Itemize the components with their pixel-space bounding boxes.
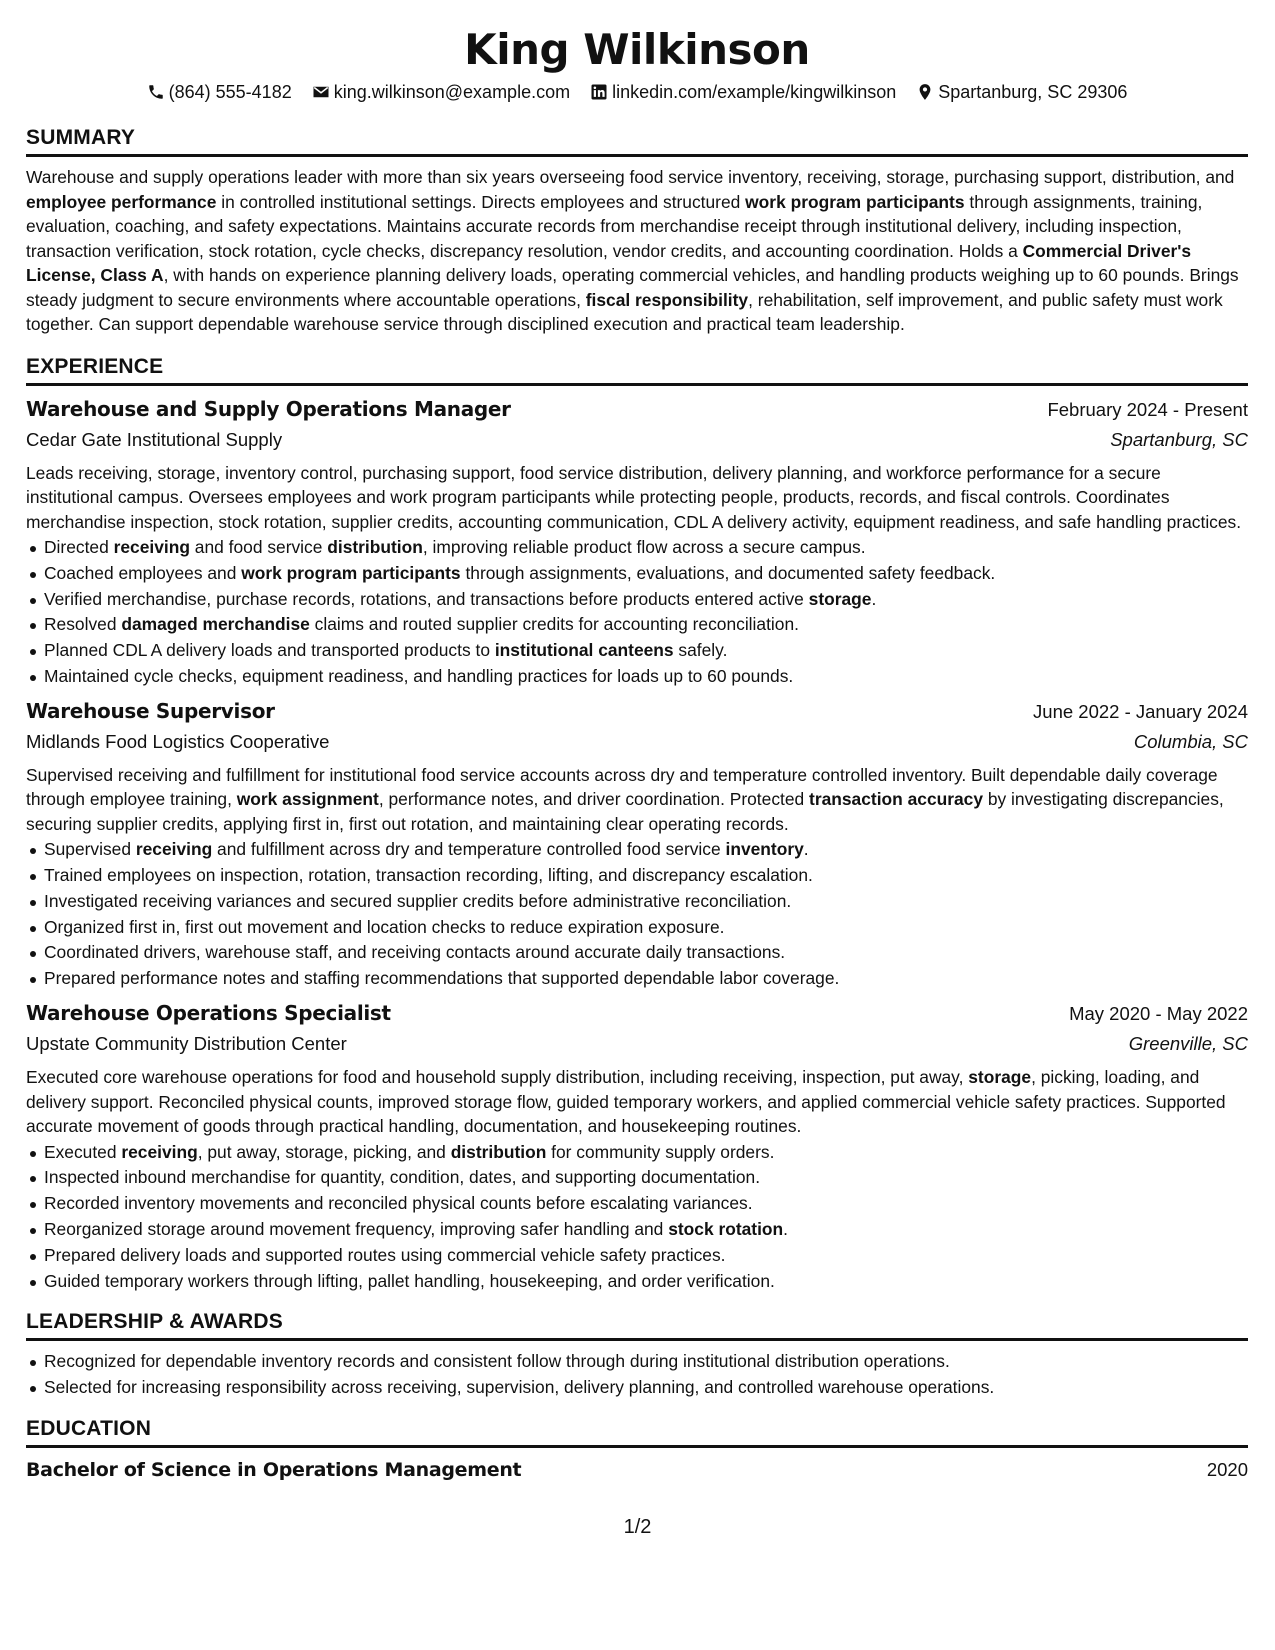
- contact-location: [916, 80, 1127, 104]
- contact-email: [312, 80, 570, 104]
- contact-linkedin: [590, 80, 896, 104]
- text-run: Supervised: [44, 839, 136, 860]
- job-dates: May 2020 - May 2022: [1069, 1003, 1248, 1025]
- text-run: Prepared delivery loads and supported routes using commercial vehicle safety practices.: [44, 1244, 726, 1265]
- resume-header: [26, 24, 1248, 104]
- bullet-item: [26, 966, 1248, 992]
- text-run: Leads receiving, storage, inventory control, purchasing support, food service distribution, delivery planning, and workforce performance for a secure institutional campus. Oversees employees and work program participants while protecting people, products, records, and fiscal controls. Coordinates merchandise inspection, stock rotation, supplier credits, accounting communication, CDL A delivery activity, equipment readiness, and safe handling practices.: [26, 462, 1242, 532]
- bullet-item: [26, 587, 1248, 613]
- job-company: Upstate Community Distribution Center: [26, 1033, 347, 1055]
- bullet-item: [26, 1191, 1248, 1217]
- text-run: Resolved: [44, 614, 122, 635]
- text-run: Planned CDL A delivery loads and transported products to: [44, 640, 495, 661]
- text-run: Coordinated drivers, warehouse staff, and receiving contacts around accurate daily transactions.: [44, 942, 786, 963]
- job-title: Warehouse Supervisor: [26, 698, 275, 723]
- bold-text: work program participants: [745, 191, 965, 212]
- bold-text: receiving: [121, 1141, 198, 1162]
- text-run: Guided temporary workers through lifting, pallet handling, housekeeping, and order verification.: [44, 1270, 775, 1291]
- job-title: Warehouse and Supply Operations Manager: [26, 396, 511, 421]
- section-title-summary: SUMMARY: [26, 124, 1248, 157]
- section-title-education: EDUCATION: [26, 1415, 1248, 1448]
- text-run: , improving reliable product flow across a secure campus.: [422, 537, 866, 557]
- job-bullets: [26, 1140, 1248, 1295]
- bullet-item: [26, 1217, 1248, 1243]
- text-run: .: [803, 839, 809, 860]
- bullet-item: [26, 638, 1248, 664]
- job-location: Columbia, SC: [1133, 730, 1248, 752]
- bullet-item: [26, 612, 1248, 638]
- text-run: for community supply orders.: [546, 1141, 775, 1162]
- contact-bar: [26, 80, 1248, 104]
- experience-section: [26, 353, 1248, 1295]
- text-run: Directed: [44, 537, 114, 557]
- leadership-bullets: [26, 1349, 1248, 1401]
- bullet-item: [26, 1165, 1248, 1191]
- bold-text: storage: [968, 1067, 1032, 1088]
- resume-page: [26, 24, 1248, 1484]
- text-run: , rehabilitation, self improvement, and public safety must work together. Can support dependable warehouse service through disciplined execution and practical team leadership.: [26, 289, 1223, 334]
- bullet-item: [26, 940, 1248, 966]
- section-title-experience: EXPERIENCE: [26, 353, 1248, 386]
- email-icon: [312, 83, 330, 101]
- bold-text: distribution: [450, 1141, 547, 1162]
- text-run: , picking, loading, and delivery support. Reconciled physical counts, improved storage flow, guided temporary workers, and applied commercial vehicle safety practices. Supported accurate movement of goods through practical handling, documentation, and housekeeping routines.: [26, 1067, 1226, 1137]
- text-run: Investigated receiving variances and secured supplier credits before administrative reconciliation.: [44, 890, 792, 911]
- job-company: Midlands Food Logistics Cooperative: [26, 730, 330, 752]
- bold-text: storage: [808, 588, 872, 609]
- bold-text: work assignment: [236, 789, 379, 810]
- text-run: Prepared performance notes and staffing recommendations that supported dependable labor coverage.: [44, 968, 840, 989]
- text-run: through assignments, evaluations, and documented safety feedback.: [460, 562, 996, 583]
- job-location: Greenville, SC: [1128, 1033, 1248, 1055]
- bold-text: Commercial Driver's License, Class A: [26, 240, 1192, 285]
- text-run: and food service: [189, 537, 328, 557]
- bullet-item: [26, 561, 1248, 587]
- contact-phone: [147, 80, 292, 104]
- text-run: Coached employees and: [44, 562, 242, 583]
- bullet-item: [26, 1243, 1248, 1269]
- bullet-item: [26, 837, 1248, 863]
- linkedin-icon: [590, 83, 608, 101]
- bold-text: damaged merchandise: [121, 614, 310, 635]
- job-entry: [26, 998, 1248, 1294]
- bullet-item: [26, 535, 1248, 561]
- text-run: Organized first in, first out movement and location checks to reduce expiration exposure.: [44, 916, 725, 937]
- job-entry: [26, 696, 1248, 992]
- bold-text: distribution: [327, 537, 423, 557]
- bold-text: transaction accuracy: [809, 789, 984, 810]
- phone-text: (864) 555-4182: [168, 82, 292, 102]
- summary-section: [26, 124, 1248, 337]
- bullet-item: [26, 1269, 1248, 1295]
- text-run: Verified merchandise, purchase records, rotations, and transactions before products entered active: [44, 588, 809, 609]
- text-run: Selected for increasing responsibility across receiving, supervision, delivery planning, and controlled warehouse operations.: [44, 1377, 995, 1398]
- text-run: safely.: [673, 640, 728, 661]
- bullet-item: [26, 1375, 1248, 1401]
- page-number: 1/2: [623, 1516, 652, 1538]
- bullet-item: [26, 889, 1248, 915]
- text-run: , with hands on experience planning delivery loads, operating commercial vehicles, and handling products weighing up to 60 pounds. Brings steady judgment to secure environments where accountable operations,: [26, 265, 1239, 310]
- education-degree: Bachelor of Science in Operations Management: [26, 1458, 522, 1481]
- text-run: Warehouse and supply operations leader with more than six years overseeing food service inventory, receiving, storage, purchasing support, distribution, and: [26, 167, 1235, 187]
- text-run: Maintained cycle checks, equipment readiness, and handling practices for loads up to 60 pounds.: [44, 665, 794, 686]
- text-run: Trained employees on inspection, rotation, transaction recording, lifting, and discrepancy escalation.: [44, 865, 813, 886]
- job-title: Warehouse Operations Specialist: [26, 1001, 391, 1026]
- text-run: Recorded inventory movements and reconciled physical counts before escalating variances.: [44, 1193, 753, 1214]
- location-text: Spartanburg, SC 29306: [938, 82, 1128, 102]
- bold-text: fiscal responsibility: [585, 289, 749, 310]
- education-year: 2020: [1206, 1458, 1248, 1480]
- summary-text: [26, 165, 1248, 337]
- job-location: Spartanburg, SC: [1110, 428, 1248, 450]
- bold-text: receiving: [135, 839, 213, 860]
- text-run: and fulfillment across dry and temperature controlled food service: [212, 839, 726, 860]
- text-run: by investigating discrepancies, securing supplier credits, applying first in, first out rotation, and maintaining clear operating records.: [26, 789, 1224, 834]
- bullet-item: [26, 863, 1248, 889]
- text-run: Recognized for dependable inventory records and consistent follow through during institutional distribution operations.: [44, 1351, 950, 1372]
- text-run: Supervised receiving and fulfillment for institutional food service accounts across dry and temperature controlled inventory. Built dependable daily coverage through employee training,: [26, 764, 1218, 810]
- email-text: king.wilkinson@example.com: [333, 82, 571, 102]
- text-run: Executed core warehouse operations for food and household supply distribution, including receiving, inspection, put away,: [26, 1067, 969, 1088]
- bullet-item: [26, 664, 1248, 690]
- leadership-section: [26, 1308, 1248, 1401]
- job-dates: June 2022 - January 2024: [1033, 700, 1248, 722]
- job-description: [26, 763, 1248, 837]
- text-run: Inspected inbound merchandise for quantity, condition, dates, and supporting documentation.: [44, 1167, 761, 1188]
- text-run: claims and routed supplier credits for accounting reconciliation.: [309, 614, 799, 635]
- bold-text: employee performance: [26, 191, 217, 212]
- bold-text: institutional canteens: [494, 640, 674, 661]
- bullet-item: [26, 1140, 1248, 1166]
- section-title-leadership: LEADERSHIP & AWARDS: [26, 1308, 1248, 1341]
- job-bullets: [26, 837, 1248, 992]
- phone-icon: [147, 83, 165, 101]
- text-run: , put away, storage, picking, and: [197, 1141, 451, 1162]
- job-dates: February 2024 - Present: [1047, 398, 1248, 420]
- text-run: in controlled institutional settings. Directs employees and structured: [216, 191, 746, 212]
- text-run: through assignments, training, evaluation, coaching, and safety expectations. Maintains accurate records from merchandise receipt through institutional delivery, including inspection, transaction verification, stock rotation, cycle checks, discrepancy resolution, vendor credits, and accounting coordination. Holds a: [26, 191, 1203, 261]
- job-entry: [26, 394, 1248, 690]
- linkedin-text: linkedin.com/example/kingwilkinson: [612, 82, 897, 102]
- text-run: Executed: [44, 1141, 122, 1162]
- job-company: Cedar Gate Institutional Supply: [26, 428, 283, 450]
- bold-text: receiving: [113, 537, 190, 557]
- text-run: .: [783, 1218, 789, 1239]
- job-description: [26, 1065, 1248, 1139]
- education-section: [26, 1415, 1248, 1484]
- bold-text: stock rotation: [668, 1218, 784, 1239]
- text-run: .: [871, 588, 877, 609]
- job-bullets: [26, 535, 1248, 690]
- text-run: , performance notes, and driver coordination. Protected: [378, 789, 810, 810]
- bold-text: work program participants: [241, 562, 461, 583]
- candidate-name: King Wilkinson: [464, 25, 810, 74]
- text-run: Reorganized storage around movement frequency, improving safer handling and: [44, 1218, 669, 1239]
- job-description: [26, 461, 1248, 535]
- bold-text: inventory: [725, 839, 804, 860]
- bullet-item: [26, 915, 1248, 941]
- bullet-item: [26, 1349, 1248, 1375]
- location-pin-icon: [916, 83, 934, 101]
